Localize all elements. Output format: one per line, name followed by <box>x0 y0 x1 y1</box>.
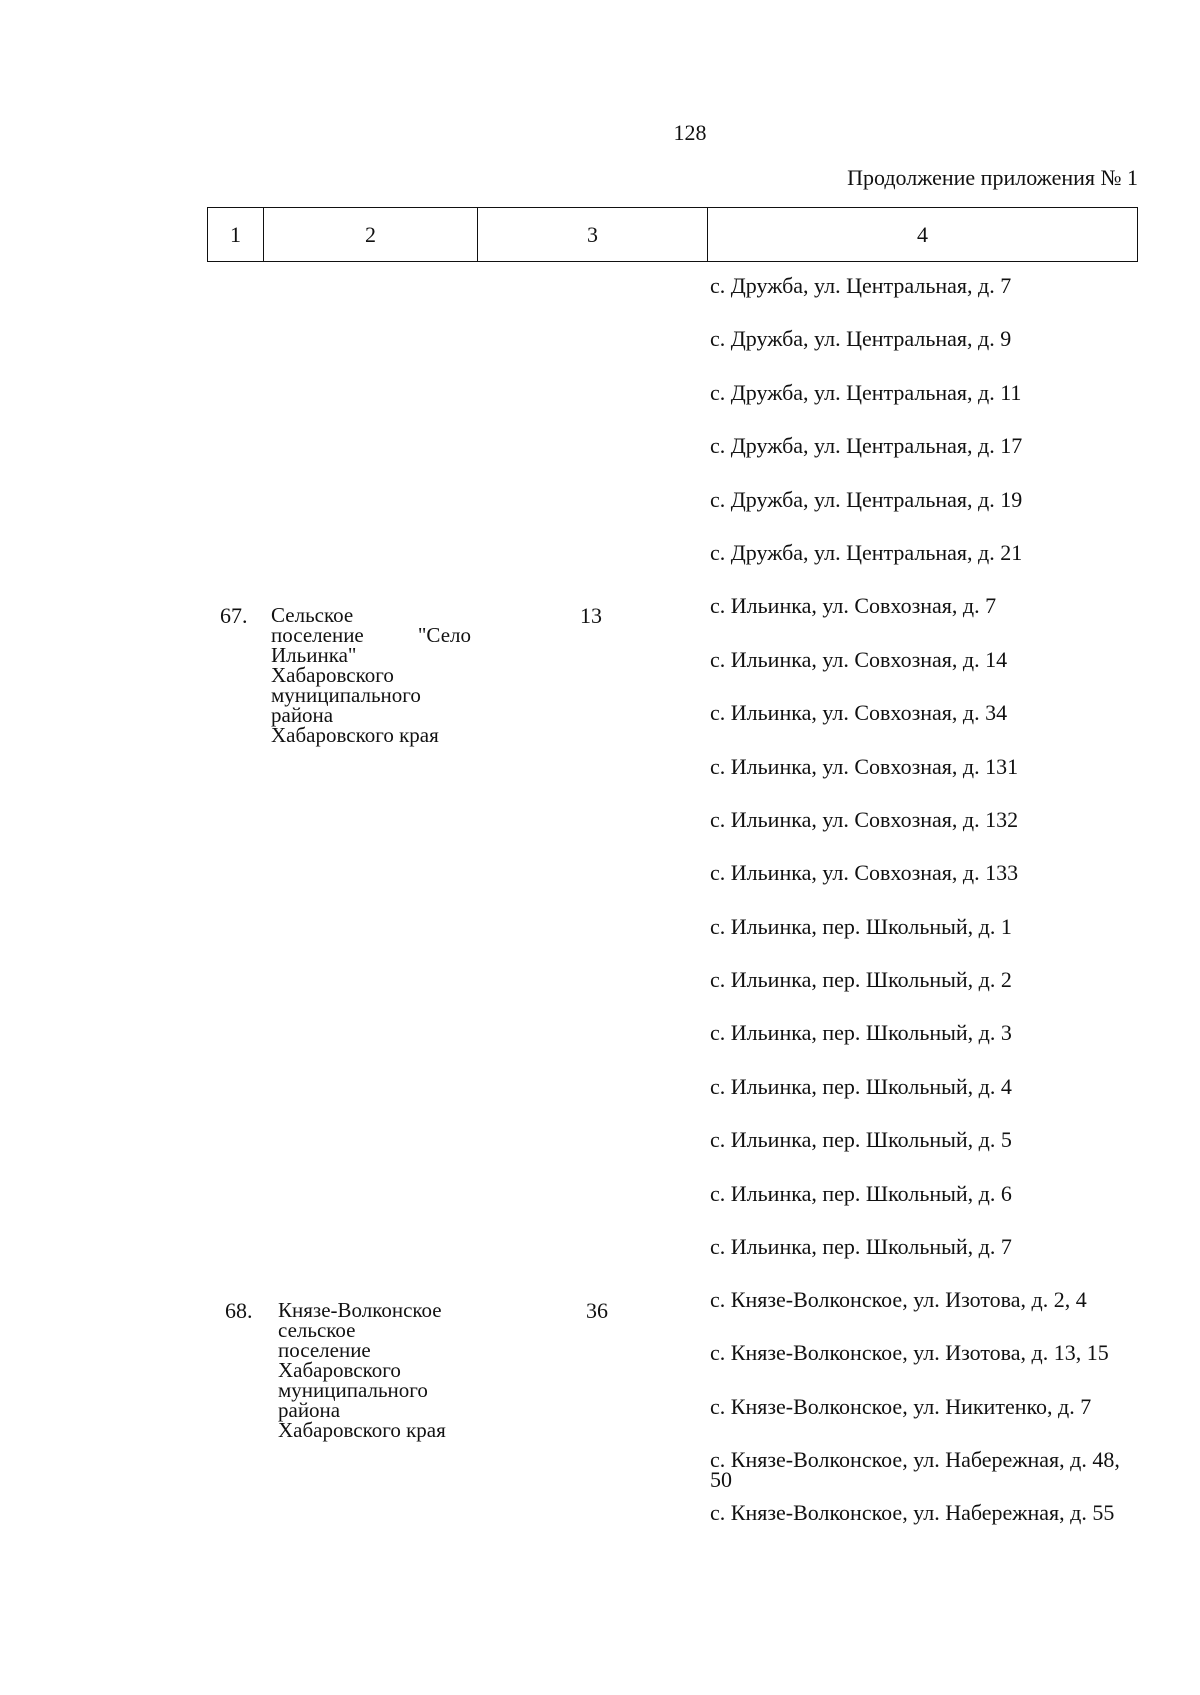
entry-count: 13 <box>580 603 602 628</box>
address-item: с. Князе-Волконское, ул. Изотова, д. 2, 4 <box>710 1287 1087 1313</box>
address-list <box>710 275 1160 1556</box>
address-item: с. Князе-Волконское, ул. Никитенко, д. 7 <box>710 1394 1092 1420</box>
address-item: с. Ильинка, пер. Школьный, д. 7 <box>710 1234 1012 1260</box>
continuation-title: Продолжение приложения № 1 <box>847 165 1138 190</box>
address-item: с. Ильинка, пер. Школьный, д. 1 <box>710 913 1012 939</box>
address-item: с. Ильинка, пер. Школьный, д. 5 <box>710 1127 1012 1153</box>
entry-name-line: Хабаровского края <box>271 723 439 747</box>
address-item: с. Князе-Волконское, ул. Набережная, д. 55 <box>710 1499 1115 1525</box>
header-cell-2: 2 <box>264 208 478 261</box>
entry-name <box>271 605 471 745</box>
entry-name-line: поселение <box>278 1338 371 1362</box>
entry-name-line: Хабаровского края <box>278 1418 446 1442</box>
entry-name-line: района <box>278 1398 341 1422</box>
entry-name-line <box>271 625 471 645</box>
address-item: с. Ильинка, ул. Совхозная, д. 132 <box>710 806 1019 832</box>
address-item: с. Ильинка, пер. Школьный, д. 4 <box>710 1073 1012 1099</box>
header-cell-1: 1 <box>208 208 264 261</box>
address-item: с. Дружба, ул. Центральная, д. 17 <box>710 433 1023 459</box>
table-header-row <box>207 207 1138 262</box>
entry-name-line: Сельское <box>271 603 354 627</box>
address-item: с. Ильинка, ул. Совхозная, д. 14 <box>710 646 1008 672</box>
entry-name-word: "Село <box>417 623 471 647</box>
header-cell-3: 3 <box>478 208 708 261</box>
entry-name-word: поселение <box>271 623 364 647</box>
address-item: с. Дружба, ул. Центральная, д. 9 <box>710 326 1012 352</box>
address-item: с. Дружба, ул. Центральная, д. 11 <box>710 379 1022 405</box>
entry-name-line: Хабаровского <box>278 1358 401 1382</box>
entry-name-line: муниципального <box>278 1378 428 1402</box>
address-item: с. Дружба, ул. Центральная, д. 21 <box>710 539 1023 565</box>
entry-name-line: Князе-Волконское <box>278 1298 442 1322</box>
entry-number: 67. <box>220 603 248 628</box>
entry-name <box>278 1300 478 1440</box>
entry-name-line: Хабаровского <box>271 663 394 687</box>
page-number: 128 <box>673 120 707 145</box>
header-cell-4: 4 <box>917 221 928 247</box>
entry-name-line: Ильинка" <box>271 643 357 667</box>
address-item: с. Ильинка, ул. Совхозная, д. 133 <box>710 860 1019 886</box>
address-item: с. Ильинка, ул. Совхозная, д. 34 <box>710 700 1008 726</box>
address-item: с. Дружба, ул. Центральная, д. 7 <box>710 273 1012 298</box>
entry-name-line: района <box>271 703 334 727</box>
address-item: с. Ильинка, пер. Школьный, д. 3 <box>710 1020 1012 1046</box>
address-item: с. Ильинка, ул. Совхозная, д. 7 <box>710 593 997 619</box>
address-item: с. Князе-Волконское, ул. Набережная, д. 48, 50 <box>710 1446 1120 1492</box>
address-item: с. Князе-Волконское, ул. Изотова, д. 13, 15 <box>710 1339 1109 1365</box>
entry-name-line: сельское <box>278 1318 356 1342</box>
address-item: с. Ильинка, ул. Совхозная, д. 131 <box>710 753 1019 779</box>
entry-number: 68. <box>225 1298 253 1323</box>
address-item: с. Ильинка, пер. Школьный, д. 6 <box>710 1180 1012 1206</box>
entry-count: 36 <box>586 1298 608 1323</box>
address-item: с. Ильинка, пер. Школьный, д. 2 <box>710 967 1012 993</box>
address-item: с. Дружба, ул. Центральная, д. 19 <box>710 486 1023 512</box>
entry-name-line: муниципального <box>271 683 421 707</box>
